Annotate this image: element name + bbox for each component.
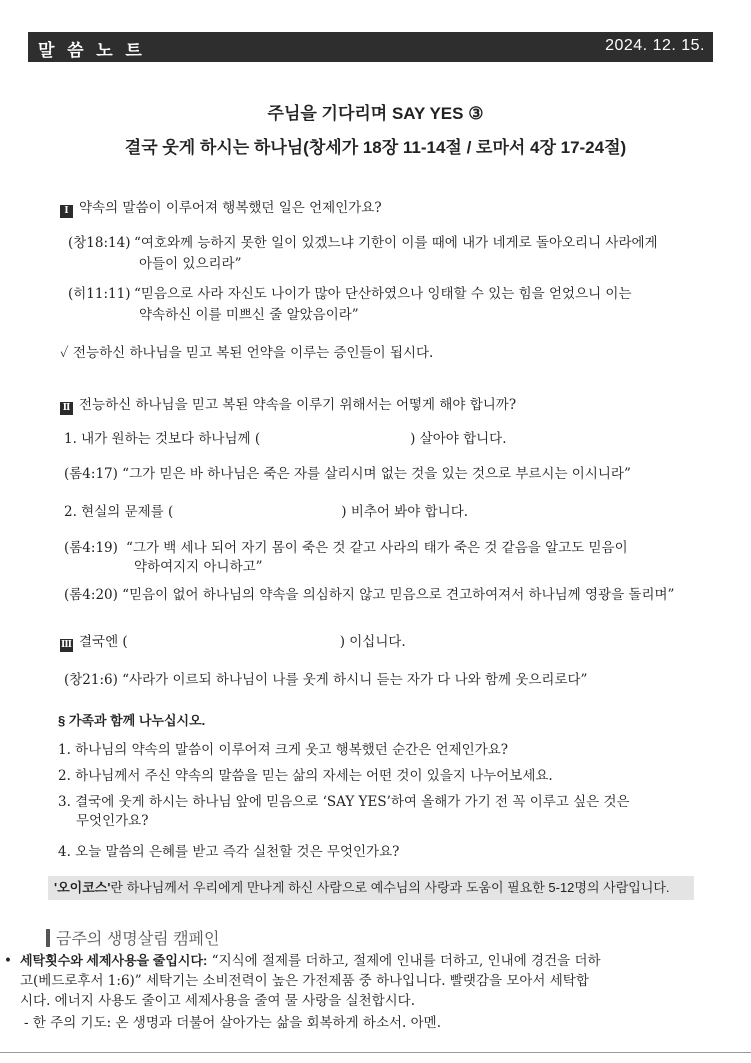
section3-text-start: 결국엔 ( (79, 634, 128, 650)
footer-divider (0, 1052, 751, 1053)
section2-item2-end: ) 비추어 봐야 합니다. (341, 504, 469, 520)
sermon-title: 결국 웃게 하시는 하나님(창세가 18장 11-14절 / 로마서 4장 17-24절) (124, 138, 627, 157)
share-question-3-line2: 무엇인가요? (76, 813, 149, 829)
campaign-title: 금주의 생명살림 캠페인 (56, 931, 220, 948)
section2-item2-start: 2. 현실의 문제를 ( (64, 504, 174, 520)
section2-question-text: 전능하신 하나님을 믿고 복된 약속을 이루기 위해서는 어떻게 해야 합니까? (79, 397, 517, 413)
section1-question-text: 약속의 말씀이 이루어져 행복했던 일은 언제인가요? (79, 200, 382, 216)
campaign-lead: 세탁횟수와 세제사용을 줄입시다: (20, 953, 208, 968)
header-date: 2024. 12. 15. (605, 37, 705, 54)
section1-verse2-ref: (히11:11) (68, 286, 131, 302)
header-title: 말 씀 노 트 (38, 41, 146, 60)
section2-marker: Ⅱ (60, 402, 73, 415)
section2-item2 (64, 503, 468, 521)
campaign-line1-text: “지식에 절제를 더하고, 절제에 인내를 더하고, 인내에 경건을 더하 (207, 953, 601, 969)
section1-verse1-ref: (창18:14) (68, 235, 131, 251)
campaign-line2: 고(베드로후서 1:6)” 세탁기는 소비전력이 높은 가전제품 중 하나입니다. 빨랫감을 모아서 세탁합 (20, 973, 589, 989)
share-question-1: 1. 하나님의 약속의 말씀이 이루어져 크게 웃고 행복했던 순간은 언제인가요? (58, 742, 508, 758)
section2-item1-start: 1. 내가 원하는 것보다 하나님께 ( (64, 431, 261, 447)
header-bar (28, 32, 713, 62)
oikos-definition: 란 하나님께서 우리에게 만나게 하신 사람으로 예수님의 사랑과 도움이 필요한 5-12명의 사람입니다. (110, 880, 670, 895)
section1-question (60, 199, 382, 218)
section1-verse1-line1: “여호와께 능하지 못한 일이 있겠느냐 기한이 이를 때에 내가 네게로 돌아오리니 사라에게 (134, 235, 658, 251)
campaign-heading-bar (46, 929, 50, 947)
section2-verse2-line1: “그가 백 세나 되어 자기 몸이 죽은 것 같고 사라의 태가 죽은 것 같음을 알고도 믿음이 (126, 540, 628, 556)
share-question-4: 4. 오늘 말씀의 은혜를 받고 즉각 실천할 것은 무엇인가요? (58, 844, 400, 860)
section1-marker: Ⅰ (60, 205, 73, 218)
campaign-line3: 시다. 에너지 사용도 줄이고 세제사용을 줄여 물 사랑을 실천합시다. (20, 993, 416, 1009)
section1-verse2-line1: “믿음으로 사라 자신도 나이가 많아 단산하였으나 잉태할 수 있는 힘을 얻었으니 이는 (134, 286, 632, 302)
section2-item1-end: ) 살아야 합니다. (410, 431, 507, 447)
campaign-prayer: - 한 주의 기도: 온 생명과 더불어 살아가는 삶을 회복하게 하소서. 아멘. (24, 1015, 442, 1031)
section1-checkpoint: ✓ 전능하신 하나님을 믿고 복된 언약을 이루는 증인들이 됩시다. (60, 345, 434, 361)
oikos-term: '오이코스' (54, 880, 111, 895)
section2-verse3: (롬4:20) “믿음이 없어 하나님의 약속을 의심하지 않고 믿음으로 견고하여져서 하나님께 영광을 돌리며” (64, 587, 675, 603)
section3-verse: (창21:6) “사라가 이르되 하나님이 나를 웃게 하시니 듣는 자가 다 나와 함께 웃으리로다” (64, 672, 588, 688)
section2-question (60, 396, 516, 415)
campaign-line1 (20, 952, 601, 970)
oikos-note (48, 876, 694, 900)
header (0, 0, 751, 64)
campaign-bullet: • (4, 953, 12, 969)
share-question-3-line1: 3. 결국에 웃게 하시는 하나님 앞에 믿음으로 ‘SAY YES’하여 올해가 가기 전 꼭 이루고 싶은 것은 (58, 794, 630, 810)
sermon-series-title: 주님을 기다리며 SAY YES ③ (267, 104, 484, 123)
section2-verse2-ref: (롬4:19) (64, 540, 118, 556)
section2-verse1: (롬4:17) “그가 믿은 바 하나님은 죽은 자를 살리시며 없는 것을 있는 것으로 부르시는 이시니라” (64, 466, 631, 482)
section2-verse2-line2: 약하여지지 아니하고” (134, 559, 263, 575)
section2-item1 (64, 430, 507, 448)
share-heading: § 가족과 함께 나누십시오. (58, 713, 206, 728)
section1-verse1-line2: 아들이 있으리라” (139, 256, 242, 272)
section3-marker: Ⅲ (61, 640, 72, 650)
section3-statement (60, 633, 406, 652)
section1-verse2-line2: 약속하신 이를 미쁘신 줄 알았음이라” (139, 307, 359, 323)
section3-text-end: ) 이십니다. (339, 634, 406, 650)
campaign-heading (46, 926, 219, 949)
share-question-2: 2. 하나님께서 주신 약속의 말씀을 믿는 삶의 자세는 어떤 것이 있을지 나누어보세요. (58, 768, 553, 784)
